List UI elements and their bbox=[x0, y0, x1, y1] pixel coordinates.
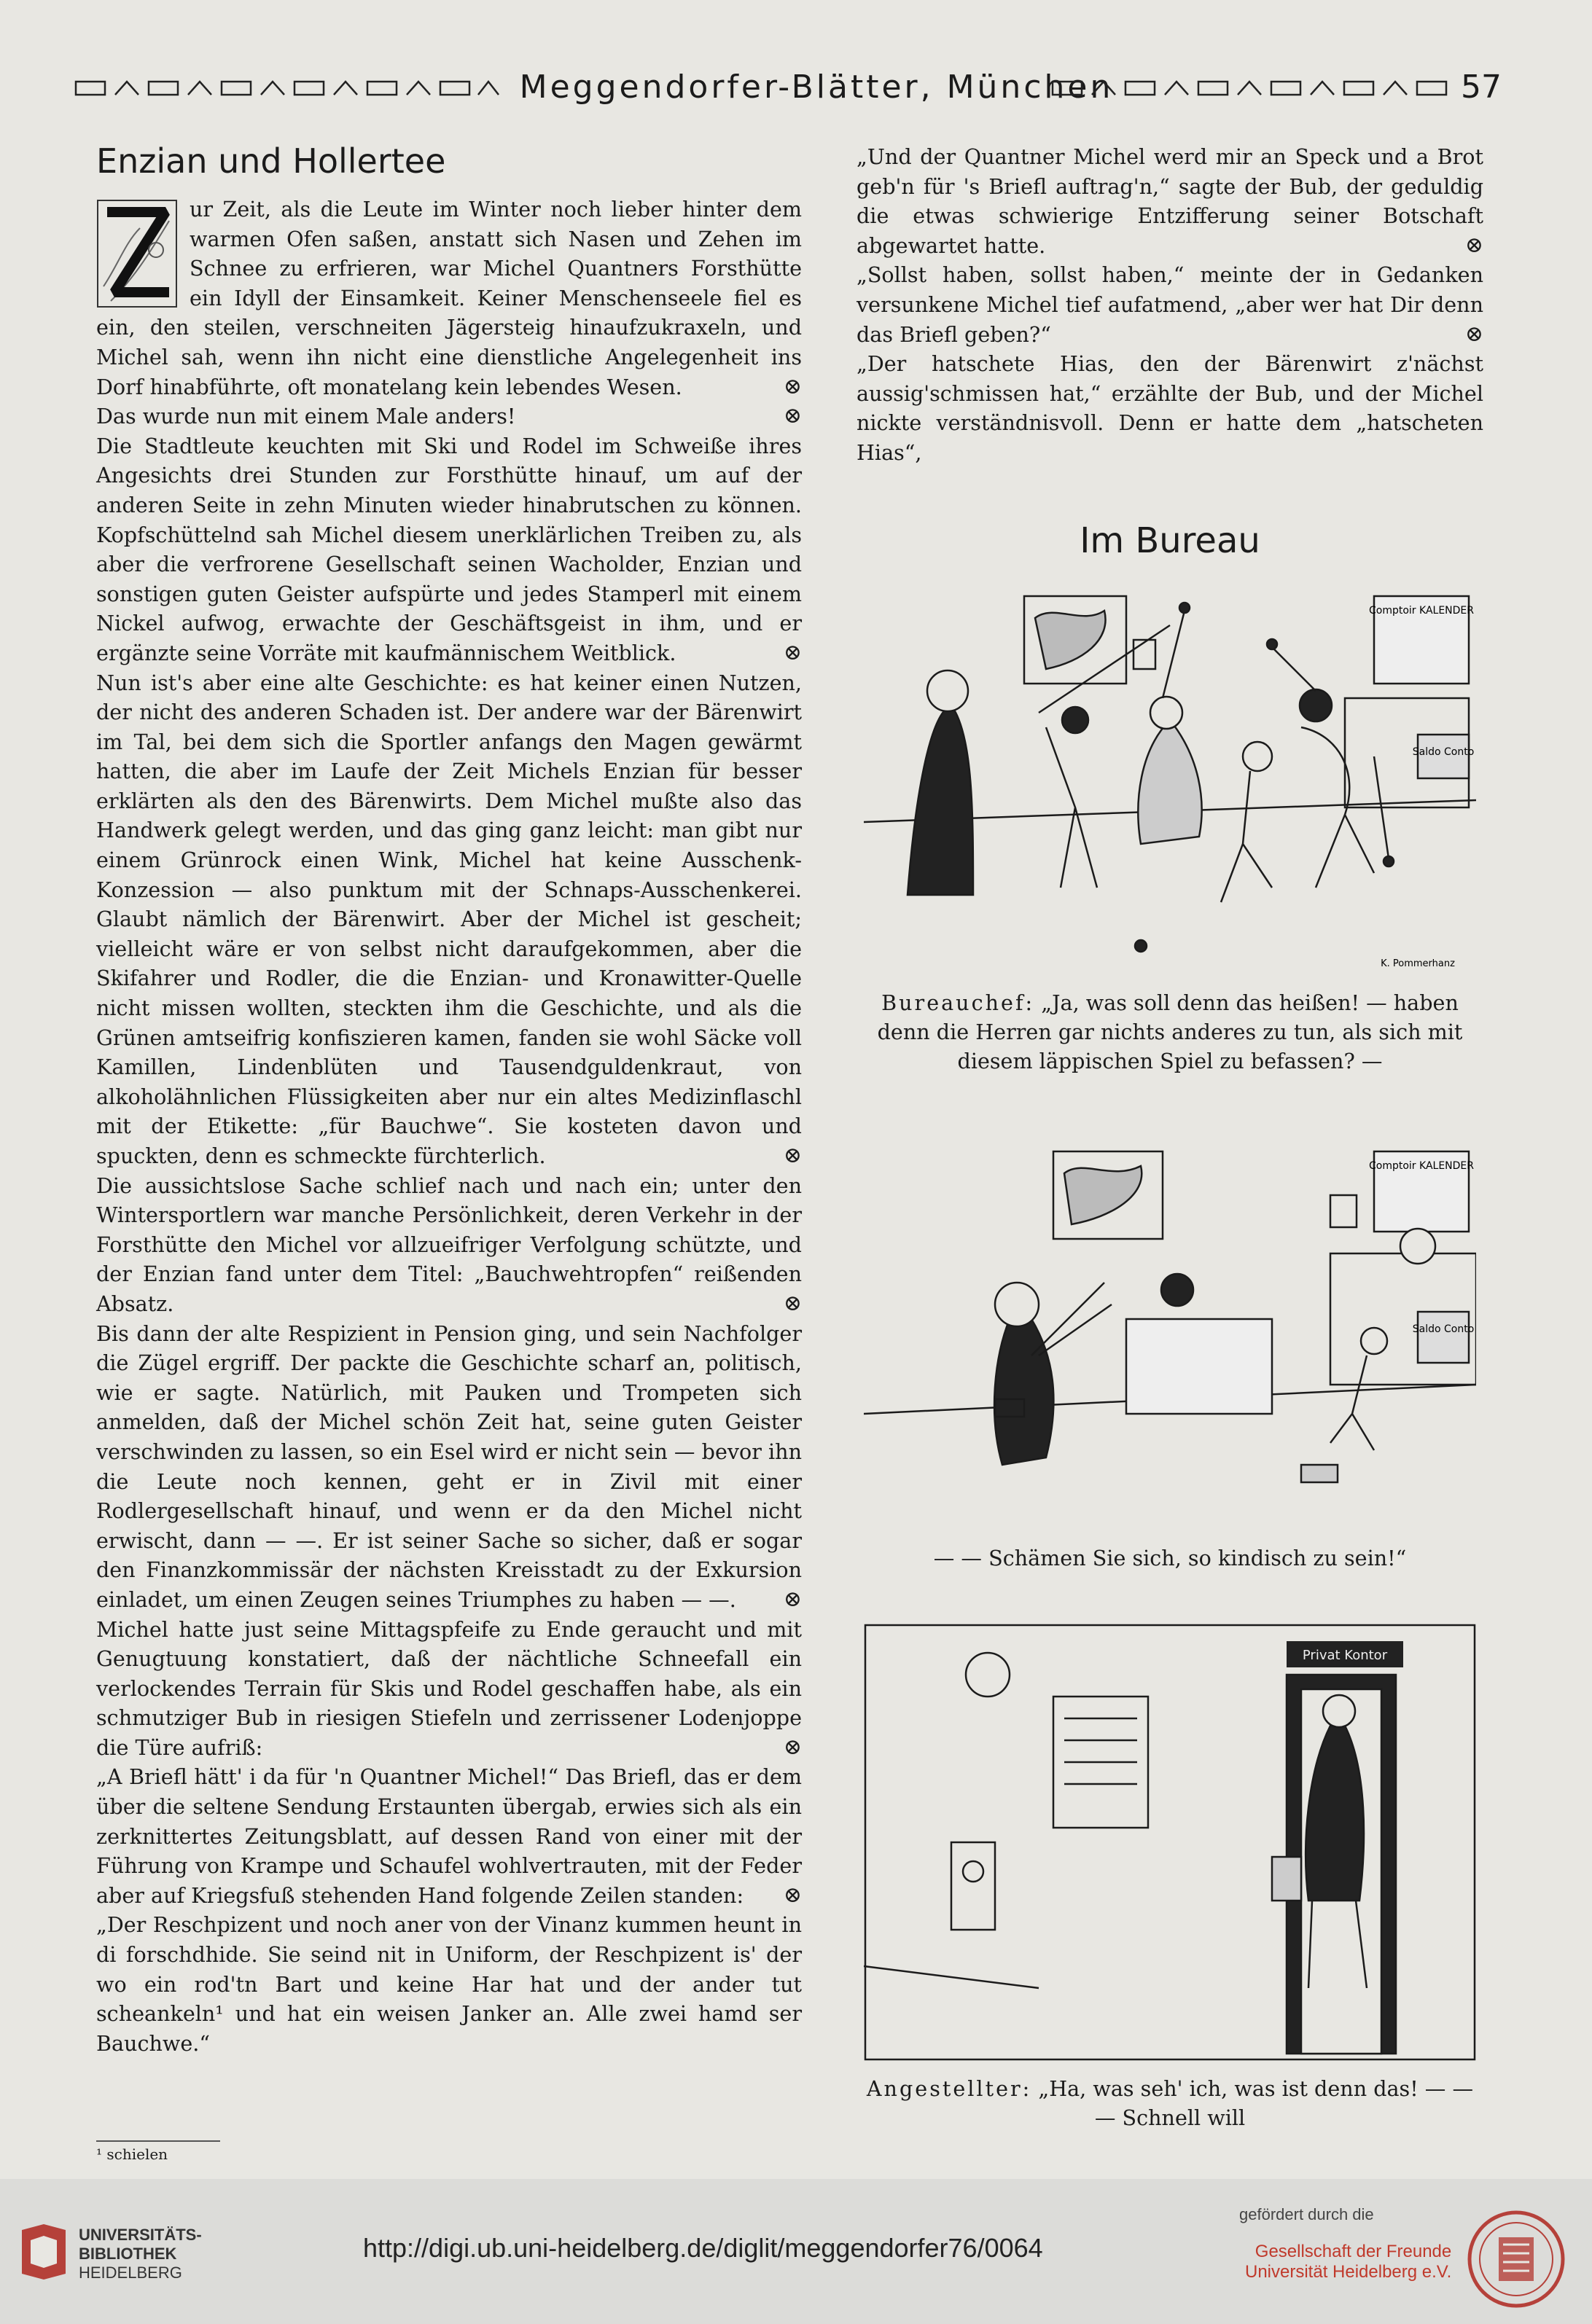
paragraph: Bis dann der alte Respizient in Pension ging, und sein Nachfolger die Zügel ergriff. Der packte die Geschichte scharf an, politisch, wie er sagte. Natürlich, mit Pauken und Trompeten sich anmelden, daß der Michel schön Zeit hat, seine guten Geister verschwinden zu lassen, so ein Esel wird er nicht sein — bevor ihn die Leute noch kennen, geht er in Zivil mit einer Rodlergesellschaft hinauf, und wenn er da den Michel nicht erwischt, dann — —. Er ist seiner Sache so sicher, daß er sogar den Finanzkommissär der nächsten Kreisstadt zu der Exkursion einladet, um einen Zeugen seines Triumphes zu haben — —. ⊗ bbox=[96, 1319, 802, 1615]
paragraph: Nun ist's aber eine alte Geschichte: es hat keiner einen Nutzen, der nicht des anderen Schaden ist. Der andere war der Bärenwirt im Tal, bei dem sich die Sportler anfangs den Magen gewärmt hatten, die aber im Laufe der Zeit Michels Enzian für besser erklärten als den des Bärenwirts. Dem Michel mußte also das Handwerk gelegt werden, und das ging ganz leicht: man gibt nur einem Grünrock einen Wink, Michel hat keine Ausschenk-Konzession — also punktum mit der Schnaps-Ausschenkerei. Glaubt nämlich der Bärenwirt. Aber der Michel ist gescheit; vielleicht wäre er von selbst nicht daraufgekommen, aber die Skifahrer und Rodler, die die Enzian- und Kronawitter-Quelle nicht missen wollten, steckten ihm die Geschichte, und als die Grünen amtseifrig konfiszieren kamen, fanden sie wohl Säcke voll Kamillen, Lindenblüten und Tausendguldenkraut, von alkoholähnlichen Flüssigkeiten aber nur ein altes Medizinflaschl mit der Etikette: „für Bauchwe“. Sie kosteten davon und spuckten, denn es schmeckte fürchterlich. ⊗ bbox=[96, 668, 802, 1171]
society-name: Gesellschaft der Freunde Universität Heidelberg e.V. bbox=[1245, 2242, 1452, 2282]
decorated-initial-z bbox=[96, 199, 178, 308]
library-logo-icon bbox=[15, 2223, 73, 2281]
support-text: gefördert durch die bbox=[1239, 2205, 1374, 2223]
ledger-label: Saldo Conto bbox=[1412, 1323, 1475, 1335]
cartoon-caption-3: Angestellter: „Ha, was seh' ich, was ist denn das! — — — Schnell will bbox=[866, 2075, 1474, 2130]
paragraph: „A Briefl hätt' i da für 'n Quantner Michel!“ Das Briefl, das er dem über die seltene Sendung Erstaunten übergab, erwies sich als ein zerknittertes Zeitungsblatt, auf dessen Rand von einer mit der Führung von Krampe und Schaufel wohlvertrauten, mit der Feder aber auf Kriegsfuß stehenden Hand folgende Zeilen standen: ⊗ bbox=[96, 1762, 802, 1910]
paragraph-end-mark: ⊗ bbox=[783, 373, 802, 399]
paragraph-end-mark: ⊗ bbox=[783, 1734, 802, 1760]
university-seal-icon bbox=[1465, 2208, 1567, 2310]
footnote-rule bbox=[96, 2140, 220, 2142]
page-number: 57 bbox=[1461, 69, 1502, 106]
paragraph: „Sollst haben, sollst haben,“ meinte der in Gedanken versunkene Michel tief aufatmend, „aber wer hat Dir denn das Briefl geben?“ ⊗ bbox=[857, 260, 1483, 349]
paragraph-end-mark: ⊗ bbox=[783, 1290, 802, 1316]
paragraph: Die Stadtleute keuchten mit Ski und Rodel im Schweiße ihres Angesichts drei Stunden zur Forsthütte hinauf, um auf der anderen Seite in zehn Minuten wieder hinabrutschen zu können. Kopfschüttelnd sah Michel diesem unerklärlichen Treiben zu, als aber die verfrorene Gesellschaft seinen Wacholder, Enzian und sonstigen guten Geister aufspürte und jedes Stamperl mit einem Nickel aufwog, erwachte der Geschäftsgeist in ihm, und er ergänzte seine Vorräte mit kaufmännischem Weitblick. ⊗ bbox=[96, 431, 802, 668]
paragraph-end-mark: ⊗ bbox=[783, 403, 802, 429]
cartoon-title: Im Bureau bbox=[1080, 520, 1260, 561]
paragraph-end-mark: ⊗ bbox=[783, 639, 802, 665]
cartoon-caption-2: — — Schämen Sie sich, so kindisch zu sein!“ bbox=[933, 1545, 1407, 1570]
article-title: Enzian und Hollertee bbox=[96, 141, 446, 181]
paragraph: „Der hatschete Hias, den der Bärenwirt z'nächst aussig'schmissen hat,“ erzählte der Bub, und der Michel nickte verständnisvoll. Denn er hatte dem „hatscheten Hias“, bbox=[857, 351, 1483, 465]
cartoon-caption-1: Bureauchef: „Ja, was soll denn das heißen! — haben denn die Herren gar nichts anderes zu tun, als sich mit diesem läppischen Spiel zu befassen? — bbox=[877, 990, 1463, 1073]
cartoon-panel-3 bbox=[864, 1624, 1476, 2061]
header-ornament-left bbox=[73, 79, 503, 98]
door-sign: Privat Kontor bbox=[1302, 1647, 1388, 1663]
caption-speaker: Bureauchef: bbox=[881, 990, 1035, 1015]
caption-speaker: Angestellter: bbox=[866, 2075, 1032, 2101]
paragraph-end-mark: ⊗ bbox=[783, 1586, 802, 1612]
left-column bbox=[96, 142, 802, 2058]
paragraph: Die aussichtslose Sache schlief nach und nach ein; unter den Wintersportlern war manche Persönlichkeit, deren Verkehr in der Forsthütte den Michel vor allzueifriger Verfolgung schützte, und der Enzian fand unter dem Titel: „Bauchwehtropfen“ reißenden Absatz. ⊗ bbox=[96, 1171, 802, 1319]
journal-title: Meggendorfer-Blätter, München bbox=[519, 69, 1114, 106]
paragraph-end-mark: ⊗ bbox=[783, 1882, 802, 1908]
paragraph: ur Zeit, als die Leute im Winter noch lieber hinter dem warmen Ofen saßen, anstatt sich Nasen und Zehen im Schnee zu erfrieren, war Michel Quantners Forsthütte ein Idyll der Einsamkeit. Keiner Menschenseele fiel es ein, den steilen, verschneiten Jägersteig hinaufzukraxeln, und Michel sah, wenn ihn nicht eine dienstliche Angelegenheit ins Dorf hinabführte, oft monatelang kein lebendes Wesen. ⊗ bbox=[96, 195, 802, 402]
header-ornament-right bbox=[1050, 79, 1458, 98]
paragraph: „Der Reschpizent und noch aner von der Vinanz kummen heunt in di forschdhide. Sie seind nit in Uniform, der Reschpizent is' der wo ein rod'tn Bart und keine Har hat und der ander tut scheankeln¹ und hat ein weisen Janker an. Alle zwei hamd ser Bauchwe.“ bbox=[96, 1912, 802, 2056]
paragraph: Michel hatte just seine Mittagspfeife zu Ende geraucht und mit Genugtuung konstatiert, daß der nächtliche Schneefall ein verlockendes Terrain für Skis und Rodel geschaffen habe, als ein schmutziger Bub in riesigen Stiefeln und zerrissener Lodenjoppe die Türe aufriß: ⊗ bbox=[96, 1615, 802, 1763]
calendar-label: Comptoir KALENDER bbox=[1369, 1159, 1474, 1172]
paragraph: „Und der Quantner Michel werd mir an Speck und a Brot geb'n für 's Briefl auftrag'n,“ sagte der Bub, der geduldig die etwas schwierige Entzifferung seiner Botschaft abgewartet hatte. ⊗ bbox=[857, 142, 1483, 260]
digitisation-footer bbox=[0, 2179, 1592, 2324]
cartoon-panel-1 bbox=[864, 582, 1476, 975]
cartoon-panel-2 bbox=[864, 1137, 1476, 1530]
permalink-link[interactable]: http://digi.ub.uni-heidelberg.de/diglit/meggendorfer76/0064 bbox=[363, 2233, 1043, 2263]
ledger-label: Saldo Conto bbox=[1412, 746, 1475, 758]
footnote: ¹ schielen bbox=[96, 2145, 168, 2163]
paragraph-end-mark: ⊗ bbox=[1464, 232, 1483, 258]
artist-signature: K. Pommerhanz bbox=[1381, 958, 1455, 969]
calendar-label: Comptoir KALENDER bbox=[1369, 604, 1474, 617]
paragraph-end-mark: ⊗ bbox=[783, 1143, 802, 1168]
paragraph: Das wurde nun mit einem Male anders! ⊗ bbox=[96, 402, 802, 431]
library-name: UNIVERSITÄTS- BIBLIOTHEK HEIDELBERG bbox=[79, 2226, 202, 2282]
right-column bbox=[857, 142, 1483, 2132]
running-header bbox=[73, 64, 1502, 115]
paragraph-end-mark: ⊗ bbox=[1464, 321, 1483, 347]
